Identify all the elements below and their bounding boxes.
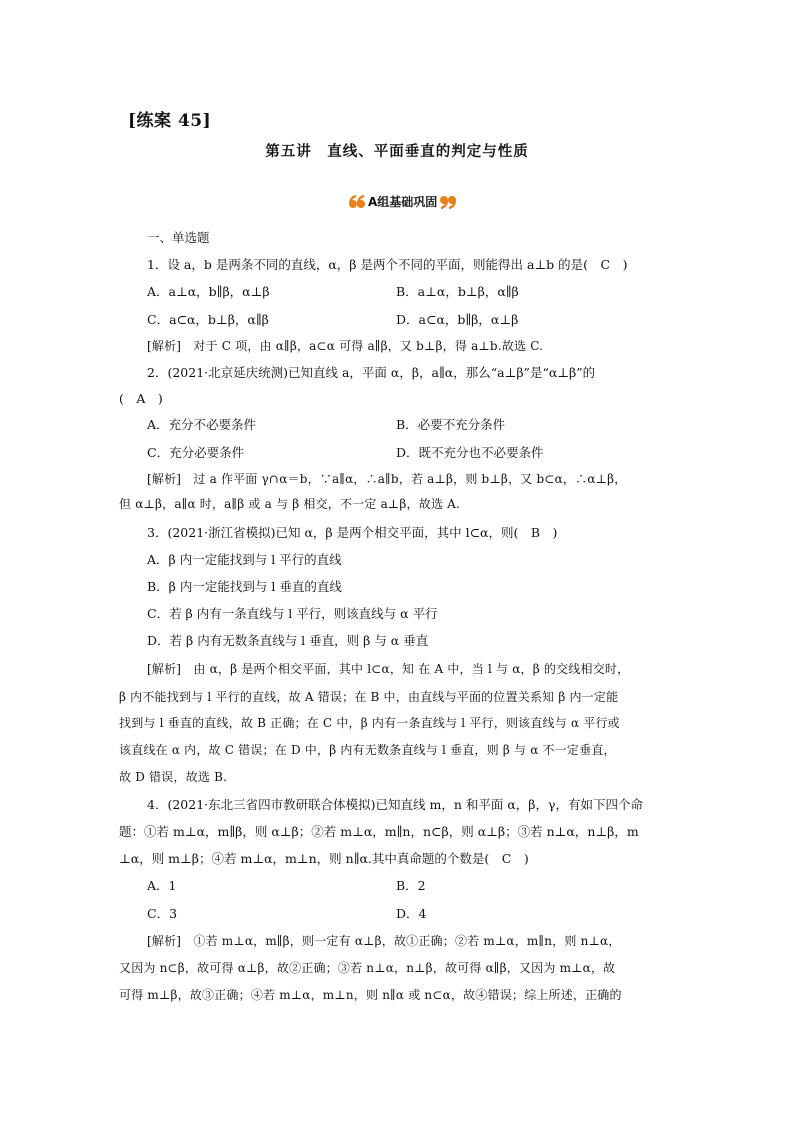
question-2-option-b: B．必要不充分条件 bbox=[396, 417, 506, 432]
section-heading: 一、单选题 bbox=[147, 230, 210, 245]
question-2-analysis-line-2: 但 α⊥β，a∥α 时，a∥β 或 a 与 β 相交，不一定 a⊥β，故选 A. bbox=[119, 497, 461, 511]
question-4-analysis-line-1: [解析] ①若 m⊥α，m∥β，则一定有 α⊥β，故①正确；②若 m⊥α，m∥n，则 n⊥α， bbox=[147, 934, 621, 948]
question-1-option-a: A．a⊥α，b∥β，α⊥β bbox=[147, 284, 270, 299]
lesson-title: 第五讲 直线、平面垂直的判定与性质 bbox=[265, 144, 529, 160]
question-3-option-b: B．β 内一定能找到与 l 垂直的直线 bbox=[147, 579, 342, 594]
question-1-option-b: B．a⊥α，b⊥β，α∥β bbox=[396, 284, 519, 299]
group-label: A组基础巩固 bbox=[368, 195, 438, 209]
question-3-analysis-line-1: [解析] 由 α，β 是两个相交平面，其中 l⊂α，知 在 A 中，当 l 与 α，β 的交线相交时， bbox=[147, 662, 630, 676]
question-1-analysis: [解析] 对于 C 项，由 α∥β，a⊂α 可得 a∥β，又 b⊥β，得 a⊥b.故选 C. bbox=[147, 339, 544, 353]
open-quote-icon bbox=[348, 194, 366, 210]
question-3-option-a: A．β 内一定能找到与 l 平行的直线 bbox=[147, 552, 342, 567]
question-2-option-c: C．充分必要条件 bbox=[147, 445, 245, 460]
question-2-stem: 2．(2021·北京延庆统测)已知直线 a，平面 α，β，a∥α，那么“a⊥β”是“α⊥β”的 bbox=[147, 365, 596, 380]
question-3-option-c: C．若 β 内有一条直线与 l 平行，则该直线与 α 平行 bbox=[147, 606, 438, 621]
question-1-option-c: C．a⊂α，b⊥β，α∥β bbox=[147, 312, 269, 327]
question-3-analysis-line-3: 找到与 l 垂直的直线，故 B 正确；在 C 中，β 内有一条直线与 l 平行，则该直线与 α 平行或 bbox=[119, 716, 620, 730]
question-1-stem: 1．设 a，b 是两条不同的直线，α，β 是两个不同的平面，则能得出 a⊥b 的是( C ) bbox=[147, 257, 628, 272]
question-4-stem-line-1: 4．(2021·东北三省四市教研联合体模拟)已知直线 m，n 和平面 α，β，γ，有如下四个命 bbox=[147, 797, 643, 812]
question-4-stem-line-2: 题：①若 m⊥α，m∥β，则 α⊥β；②若 m⊥α，m∥n，n⊂β，则 α⊥β；③若 n⊥α，n⊥β，m bbox=[119, 824, 639, 839]
question-4-analysis-line-2: 又因为 n⊂β，故可得 α⊥β，故②正确；③若 n⊥α，n⊥β，故可得 α∥β，又因为 m⊥α，故 bbox=[119, 961, 616, 975]
question-2-option-d: D．既不充分也不必要条件 bbox=[396, 445, 544, 460]
exercise-tag: [练案 45] bbox=[128, 111, 212, 131]
question-1-option-d: D．a⊂α，b∥β，α⊥β bbox=[396, 312, 519, 327]
question-3-analysis-line-2: β 内不能找到与 l 平行的直线，故 A 错误；在 B 中，由直线与平面的位置关系知 β 内一定能 bbox=[119, 690, 619, 704]
question-3-stem: 3．(2021·浙江省模拟)已知 α，β 是两个相交平面，其中 l⊂α，则( B ) bbox=[147, 525, 558, 540]
question-4-analysis-line-3: 可得 m⊥β，故③正确；④若 m⊥α，m⊥n，则 n∥α 或 n⊂α，故④错误；综上所述，正确的 bbox=[119, 988, 622, 1002]
question-4-option-d: D．4 bbox=[396, 906, 427, 921]
question-2-answer: ( A ) bbox=[119, 391, 163, 406]
question-4-option-c: C．3 bbox=[147, 906, 178, 921]
question-2-analysis-line-1: [解析] 过 a 作平面 γ∩α＝b，∵a∥α，∴a∥b，若 a⊥β，则 b⊥β，又 b⊂α，∴α⊥β， bbox=[147, 472, 627, 486]
question-4-option-a: A．1 bbox=[147, 878, 177, 893]
question-3-analysis-line-4: 该直线在 α 内，故 C 错误；在 D 中，β 内有无数条直线与 l 垂直，则 β 与 α 不一定垂直， bbox=[119, 743, 616, 757]
question-3-option-d: D．若 β 内有无数条直线与 l 垂直，则 β 与 α 垂直 bbox=[147, 633, 429, 648]
question-3-analysis-line-5: 故 D 错误，故选 B. bbox=[119, 770, 228, 784]
question-4-option-b: B．2 bbox=[396, 878, 426, 893]
group-heading bbox=[348, 193, 457, 210]
question-2-option-a: A．充分不必要条件 bbox=[147, 417, 257, 432]
question-4-stem-line-3: ⊥α，则 m⊥β；④若 m⊥α，m⊥n，则 n∥α.其中真命题的个数是( C ) bbox=[119, 851, 529, 866]
close-quote-icon bbox=[439, 194, 457, 210]
